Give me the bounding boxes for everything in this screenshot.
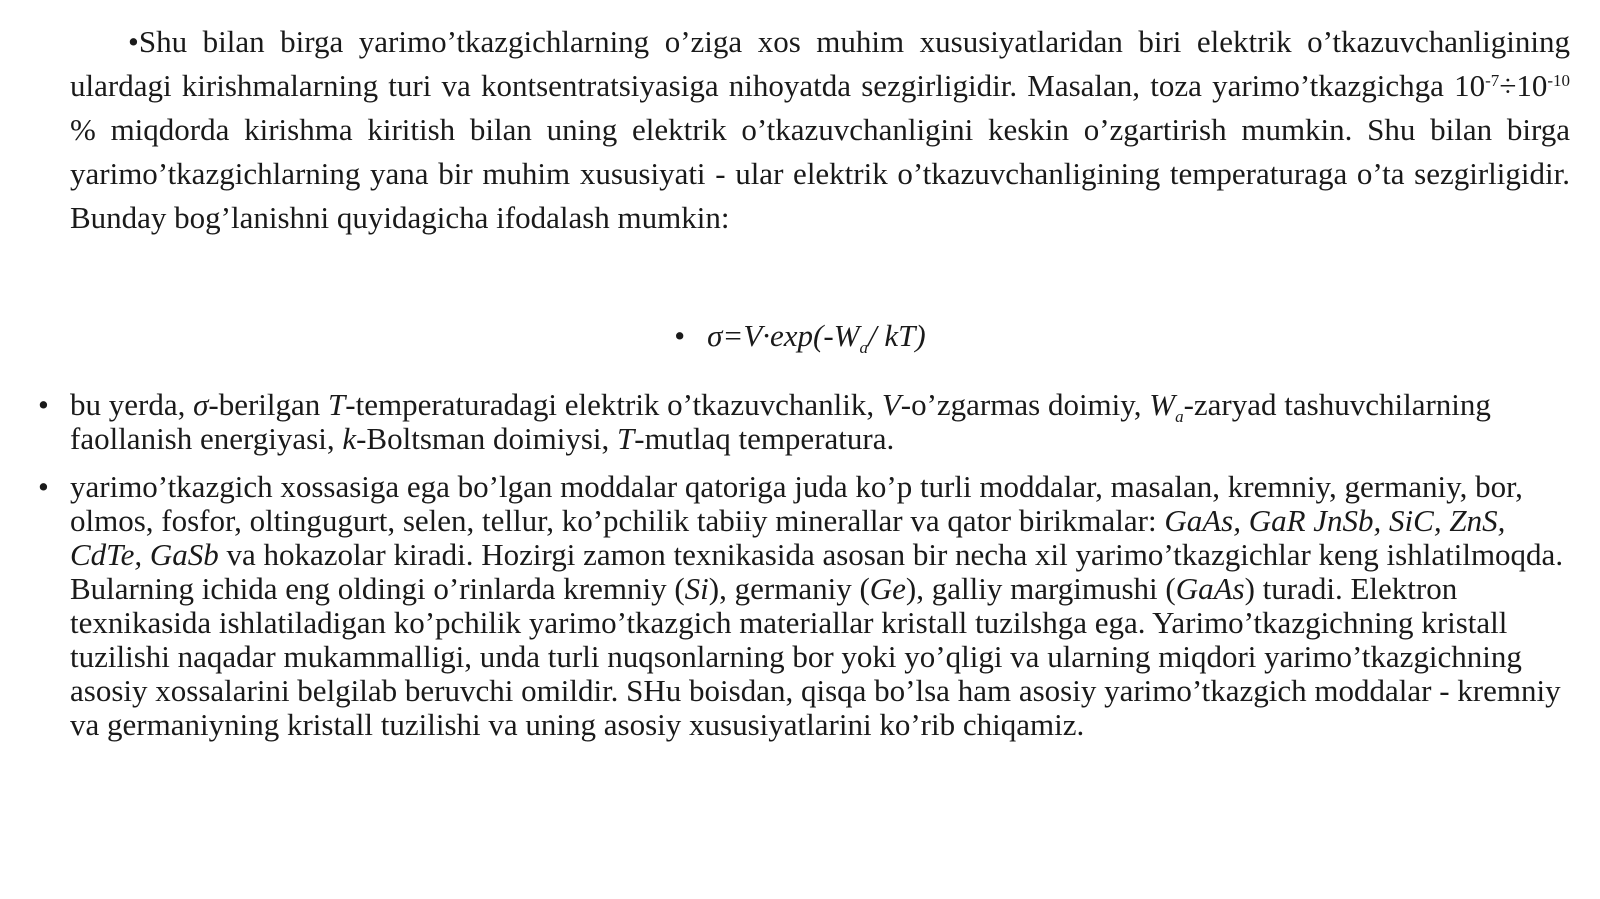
text-segment: yarimo’tkazgich xossasiga ega bo’lgan moddalar qatoriga juda ko’p turli moddalar, masalan, kremniy, germaniy, bor, olmos, fosfor, oltingugurt, selen, tellur, ko’pchilik tabiiy minerallar va qator birikmalar: (70, 469, 1523, 538)
symbol-ge: Ge (869, 571, 906, 606)
exponent-1: -7 (1485, 70, 1500, 90)
text-segment: -o’zgarmas doimiy, (900, 387, 1150, 422)
formula-bullet: • (674, 318, 686, 353)
text-segment: ), germaniy ( (708, 571, 870, 606)
compound-list: GaAs, GaR JnSb, SiC, ZnS, CdTe, GaSb (70, 503, 1506, 572)
text-segment: -temperaturadagi elektrik o’tkazuvchanlik, (345, 387, 882, 422)
paragraph-text-2: ÷10 (1499, 68, 1548, 103)
symbol-gaas: GaAs (1175, 571, 1245, 606)
list-bullet: • (38, 469, 49, 504)
symbol-w-letter: W (1149, 387, 1176, 422)
formula-right: / kT) (868, 318, 926, 353)
intro-paragraph (70, 20, 1570, 240)
formula-expression (707, 318, 926, 358)
list-item-materials (0, 470, 1600, 742)
bullet-list (0, 388, 1600, 756)
symbol-v: V (881, 387, 901, 422)
symbol-t: T (328, 387, 346, 422)
text-segment: ), galliy margimushi ( (905, 571, 1176, 606)
symbol-si: Si (684, 571, 709, 606)
paragraph-text-1: Shu bilan birga yarimo’tkazgichlarning o’ziga xos muhim xususiyatlaridan biri elektrik o’tkazuvchanligining ulardagi kirishmalarning turi va kontsentratsiyasiga nihoyatda sezgirligidir. Masalan, toza yarimo’tkazgichga 10 (70, 24, 1570, 103)
exponent-2: -10 (1547, 70, 1570, 90)
paragraph-text-3: % miqdorda kirishma kiritish bilan uning elektrik o’tkazuvchanligini keskin o’zgartirish mumkin. Shu bilan birga yarimo’tkazgichlarning yana bir muhim xususiyati - ular elektrik o’tkazuvchanligining temperaturaga o’ta sezgirligidir. Bunday bog’lanishni quyidagicha ifodalash mumkin: (70, 112, 1570, 235)
text-segment: -zaryad tashuvchilarning faollanish energiyasi, (70, 387, 1491, 456)
text-segment: -berilgan (208, 387, 329, 422)
formula-left: σ=V·exp(-W (707, 318, 860, 353)
text-segment: -mutlaq temperatura. (634, 421, 895, 456)
list-item-definitions (0, 388, 1600, 456)
text-segment: va hokazolar kiradi. Hozirgi zamon texnikasida asosan bir necha xil yarimo’tkazgichlar keng ishlatilmoqda. Bularning ichida eng oldingi o’rinlarda kremniy ( (70, 537, 1564, 606)
symbol-k: k (342, 421, 357, 456)
conductivity-formula (0, 316, 1600, 356)
symbol-w (1149, 387, 1184, 427)
symbol-t: T (617, 421, 635, 456)
text-segment: -Boltsman doimiysi, (356, 421, 618, 456)
symbol-w-subscript: a (1175, 407, 1184, 427)
text-segment: ) turadi. Elektron texnikasida ishlatiladigan ko’pchilik yarimo’tkazgich materiallar kristall tuzilshga ega. Yarimo’tkazgichning kristall tuzilishi naqadar mukammalligi, unda turli nuqsonlarning bor yoki yo’qligi va ularning miqdori yarimo’tkazgichning asosiy xossalarini belgilab beruvchi omildir. SHu boisdan, qisqa bo’lsa ham asosiy yarimo’tkazgich moddalar - kremniy va germaniyning kristall tuzilishi va uning asosiy xususiyatlarini ko’rib chiqamiz. (70, 571, 1561, 742)
text-segment: bu yerda, (70, 387, 194, 422)
paragraph-bullet: • (128, 24, 139, 59)
symbol-sigma: σ (193, 387, 209, 422)
formula-subscript: a (859, 338, 869, 358)
list-bullet: • (38, 387, 49, 422)
